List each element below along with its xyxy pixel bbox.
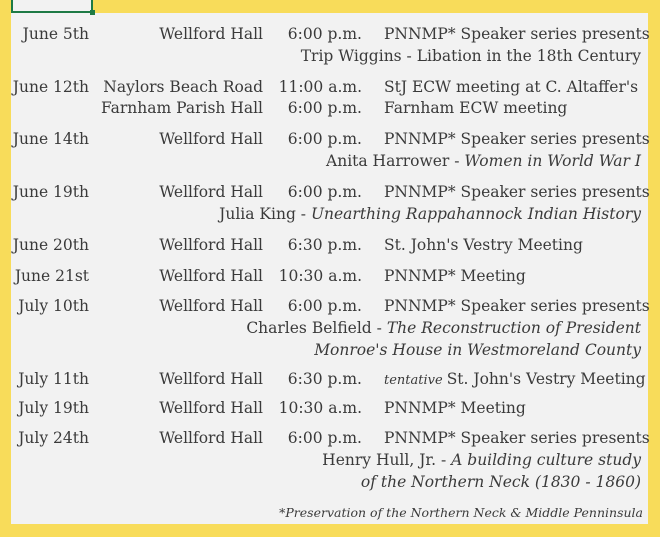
event-place: Wellford Hall (159, 370, 263, 388)
event-row (0, 397, 660, 419)
event-time: 10:30 a.m. (278, 399, 362, 417)
footnote: *Preservation of the Northern Neck & Middle Penninsula (279, 505, 643, 520)
event-description (384, 368, 646, 392)
event-detail (246, 317, 641, 339)
tentative-label: tentative (384, 373, 443, 388)
event-place: Naylors Beach Road (103, 78, 263, 96)
event-time: 6:00 p.m. (287, 25, 362, 43)
event-detail-row (0, 339, 660, 361)
talk-title-continued: of the Northern Neck (1830 - 1860) (360, 473, 641, 491)
speaker-name: Charles Belfield - (246, 319, 387, 337)
event-place: Wellford Hall (159, 236, 263, 254)
event-time: 6:00 p.m. (287, 429, 362, 447)
event-time: 6:00 p.m. (287, 183, 362, 201)
speaker-name: Julia King - (219, 205, 311, 223)
event-detail-row (0, 449, 660, 471)
event-detail (219, 203, 641, 225)
event-place: Wellford Hall (159, 399, 263, 417)
event-description: Farnham ECW meeting (384, 99, 568, 117)
speaker-name: Trip Wiggins - Libation in the 18th Century (300, 47, 641, 65)
event-row (0, 427, 660, 449)
selected-cell[interactable] (11, 0, 93, 13)
event-time: 6:00 p.m. (287, 297, 362, 315)
event-date: July 24th (18, 429, 89, 447)
event-description: PNNMP* Speaker series presents (384, 130, 650, 148)
event-description: PNNMP* Speaker series presents (384, 297, 650, 315)
event-date: July 19th (18, 399, 89, 417)
event-place: Wellford Hall (159, 429, 263, 447)
event-row (0, 295, 660, 317)
event-description: PNNMP* Speaker series presents (384, 429, 650, 447)
event-description: PNNMP* Speaker series presents (384, 25, 650, 43)
talk-title-continued: Monroe's House in Westmoreland County (314, 341, 641, 359)
event-date: June 21st (14, 267, 89, 285)
event-place: Wellford Hall (159, 297, 263, 315)
talk-title: Women in World War I (464, 152, 641, 170)
event-row (0, 368, 660, 390)
event-detail-row (0, 150, 660, 172)
event-detail-row (0, 203, 660, 225)
event-place: Farnham Parish Hall (100, 99, 263, 117)
event-date: July 10th (18, 297, 89, 315)
event-row (0, 23, 660, 45)
event-date: July 11th (18, 370, 89, 388)
event-detail-row (0, 317, 660, 339)
event-description: PNNMP* Meeting (384, 399, 526, 417)
event-detail-row (0, 471, 660, 493)
event-description: St. John's Vestry Meeting (384, 236, 583, 254)
event-row (0, 181, 660, 203)
event-time: 6:30 p.m. (287, 370, 362, 388)
talk-title: Unearthing Rappahannock Indian History (310, 205, 641, 223)
event-date: June 19th (12, 183, 89, 201)
event-detail (326, 150, 641, 172)
event-date: June 5th (22, 25, 89, 43)
event-detail (301, 45, 641, 67)
event-time: 10:30 a.m. (278, 267, 362, 285)
event-description: PNNMP* Speaker series presents (384, 183, 650, 201)
event-date: June 20th (12, 236, 89, 254)
event-time: 6:30 p.m. (287, 236, 362, 254)
event-place: Wellford Hall (159, 25, 263, 43)
event-place: Wellford Hall (159, 130, 263, 148)
event-row (0, 76, 660, 98)
event-time: 11:00 a.m. (278, 78, 362, 96)
event-detail (322, 449, 641, 471)
event-time: 6:00 p.m. (287, 130, 362, 148)
event-row (0, 97, 660, 119)
speaker-name: Henry Hull, Jr. - (322, 451, 452, 469)
event-description: PNNMP* Meeting (384, 267, 526, 285)
talk-title: The Reconstruction of President (386, 319, 641, 337)
speaker-name: Anita Harrower - (326, 152, 465, 170)
event-row (0, 128, 660, 150)
event-title: St. John's Vestry Meeting (446, 370, 646, 388)
event-time: 6:00 p.m. (287, 99, 362, 117)
event-place: Wellford Hall (159, 183, 263, 201)
talk-title: A building culture study (451, 451, 641, 469)
event-description: StJ ECW meeting at C. Altaffer's (384, 78, 639, 96)
event-row (0, 234, 660, 256)
event-date: June 12th (12, 78, 89, 96)
event-detail (314, 339, 641, 361)
event-row (0, 265, 660, 287)
event-date: June 14th (12, 130, 89, 148)
event-detail (361, 471, 641, 493)
event-detail-row (0, 45, 660, 67)
event-place: Wellford Hall (159, 267, 263, 285)
